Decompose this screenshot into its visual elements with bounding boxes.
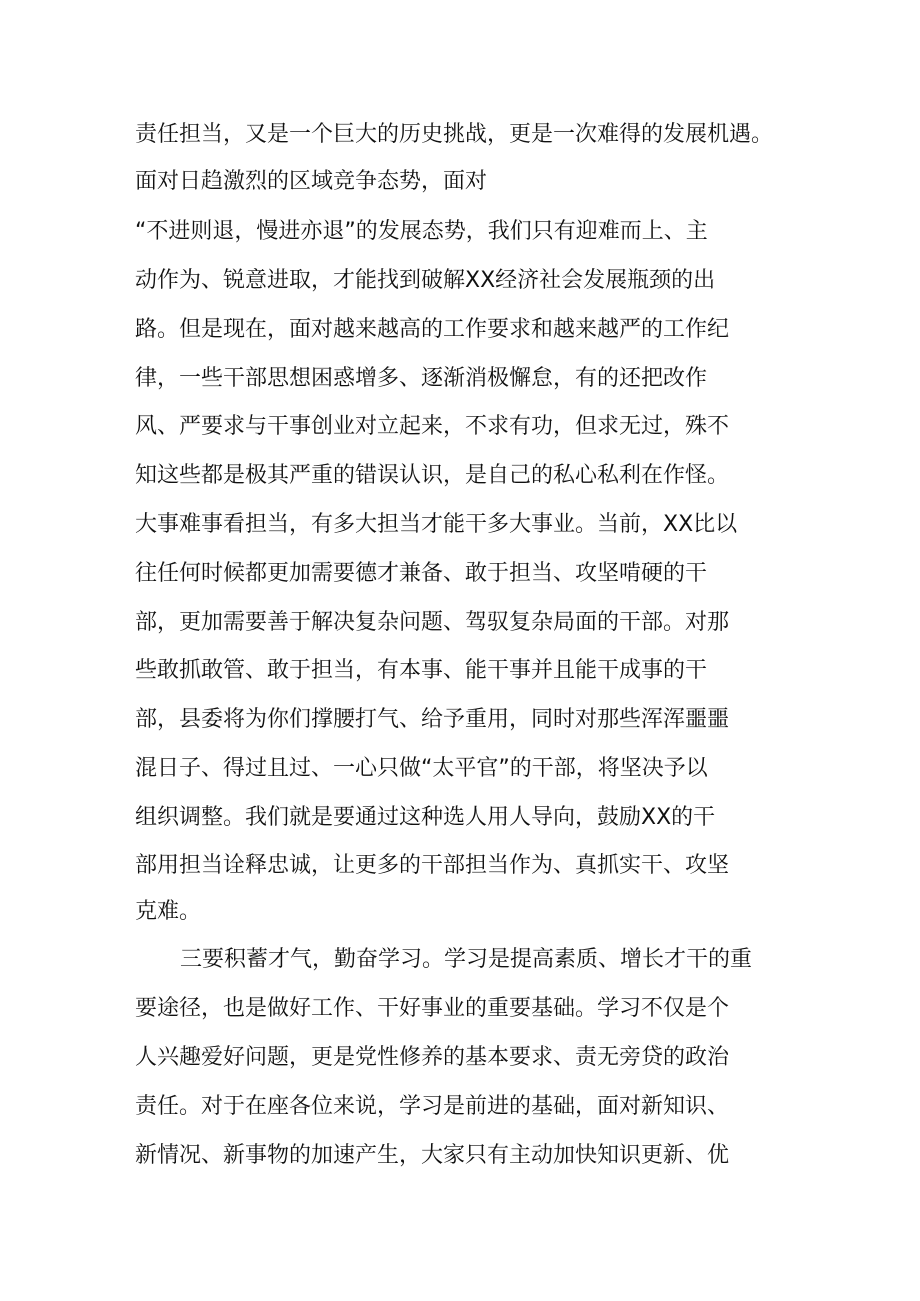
- text-line: 些敢抓敢管、敢于担当，有本事、能干事并且能干成事的干: [135, 658, 708, 683]
- text-line: 面对日趋激烈的区域竞争态势，面对: [135, 169, 488, 194]
- text-line: 部，更加需要善于解决复杂问题、驾驭复杂局面的干部。对那: [135, 610, 730, 635]
- text-line: 动作为、锐意进取，才能找到破解XX经济社会发展瓶颈的出: [135, 268, 716, 293]
- text-line: 风、严要求与干事创业对立起来，不求有功，但求无过，殊不: [135, 414, 730, 439]
- text-line: 路。但是现在，面对越来越高的工作要求和越来越严的工作纪: [135, 317, 730, 342]
- text-line: 责任担当，又是一个巨大的历史挑战，更是一次难得的发展机遇。: [135, 122, 774, 147]
- text-line: 混日子、得过且过、一心只做“太平官”的干部，将坚决予以: [135, 756, 708, 781]
- text-line: “不进则退，慢进亦退”的发展态势，我们只有迎难而上、主: [135, 219, 708, 244]
- text-line: 责任。对于在座各位来说，学习是前进的基础，面对新知识、: [135, 1094, 730, 1119]
- text-line: 组织调整。我们就是要通过这种选人用人导向，鼓励XX的干: [135, 805, 716, 830]
- text-line: 大事难事看担当，有多大担当才能干多大事业。当前，XX比以: [135, 512, 738, 537]
- text-line: 克难。: [135, 899, 202, 924]
- text-line: 律，一些干部思想困惑增多、逐渐消极懈怠，有的还把改作: [135, 366, 708, 391]
- text-line: 部用担当诠释忠诚，让更多的干部担当作为、真抓实干、攻坚: [135, 853, 730, 878]
- text-line: 往任何时候都更加需要德才兼备、敢于担当、攻坚啃硬的干: [135, 561, 708, 586]
- text-line: 要途径，也是做好工作、干好事业的重要基础。学习不仅是个: [135, 996, 730, 1021]
- text-line: 新情况、新事物的加速产生，大家只有主动加快知识更新、优: [135, 1143, 730, 1168]
- paragraph-first-line: 三要积蓄才气，勤奋学习。学习是提高素质、增长才干的重: [180, 947, 753, 972]
- text-line: 知这些都是极其严重的错误认识，是自己的私心私利在作怪。: [135, 463, 730, 488]
- text-line: 部，县委将为你们撑腰打气、给予重用，同时对那些浑浑噩噩: [135, 707, 730, 732]
- text-line: 人兴趣爱好问题，更是党性修养的基本要求、责无旁贷的政治: [135, 1045, 730, 1070]
